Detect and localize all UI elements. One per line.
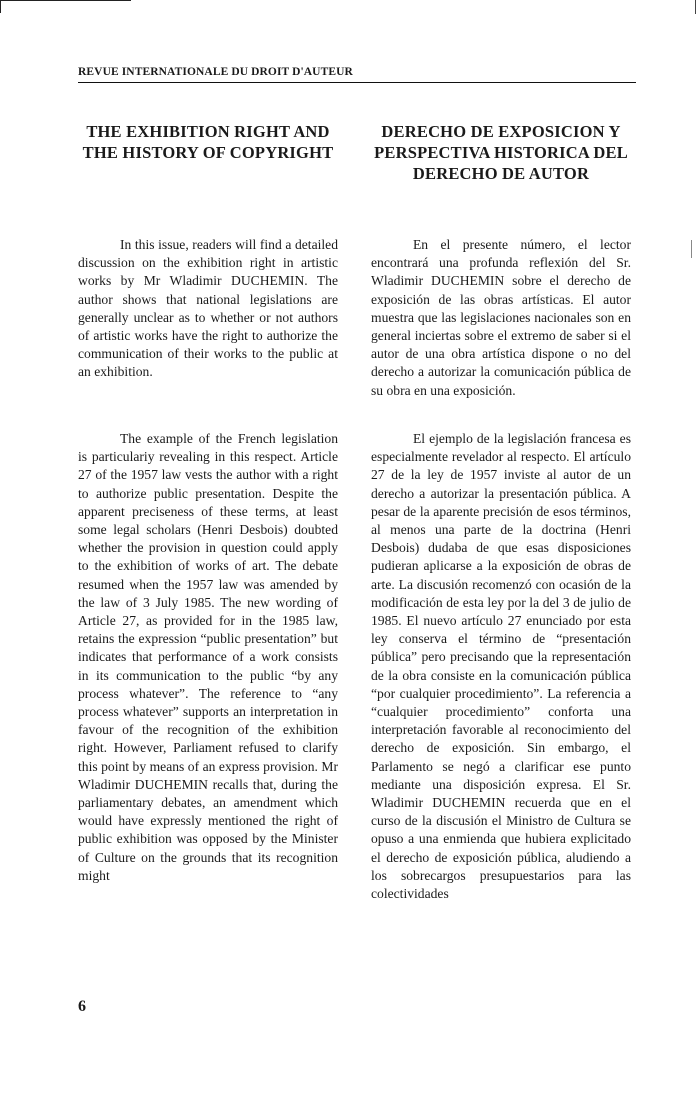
margin-mark [691, 240, 692, 258]
english-paragraph-2: The example of the French legislation is particulariy revealing in this respect. Article 27 of the 1957 law vests the author with a right to authorize public presentation. Despite the apparent preciseness of these terms, at least some legal scholars (Henri Desbois) doubted whether the provision in question could apply to the exhibition of works of art. The debate resumed when the 1957 law was amended by the law of 3 July 1985. The new wording of Article 27, as provided for in the 1985 law, retains the expression “public presentation” but indicates that performance of a work consists in its communication to the public “by any process whatever”. The reference to “any process whatever” supports an interpretation in favour of the recognition of the exhibition right. However, Parliament refused to clarify this point by means of an express provision. Mr Wladimir DUCHEMIN recalls that, during the parliamentary debates, an amendment which would have expressly mentioned the right of public exhibition was opposed by the Minister of Culture on the grounds that its recognition might [78, 431, 338, 883]
english-title: THE EXHIBITION RIGHT AND THE HISTORY OF COPYRIGHT [82, 122, 334, 162]
spanish-paragraph-2: El ejemplo de la legislación francesa es especialmente revelador al respecto. El artículo 27 de la ley de 1957 inviste al autor de un derecho a autorizar la presentación pública. A pesar de la aparente precisión de esos términos, al menos una parte de la doctrina (Henri Desbois) dudaba de que esas disposiciones pudieran aplicarse a la exposición de obras de arte. La discusión recomenzó con ocasión de la modificación de esta ley por la del 3 de julio de 1985. El nuevo artículo 27 enunciado por esta ley conserva el término de “presentación pública” pero precisando que la representación de la obra consiste en la comunicación pública “por cualquier procedimiento”. La referencia a “cualquier procedimiento” conforta una interpretación favorable al reconocimiento del derecho de exposición. Sin embargo, el Parlamento se negó a clarificar ese punto mediante una disposición expresa. El Sr. Wladimir DUCHEMIN recuerda que en el curso de la discusión el Ministro de Cultura se opuso a una enmienda que hubiera explicitado el derecho de exposición pública, aludiendo a los sobrecargos presupuestarios para las colectividades [371, 431, 631, 902]
crop-mark-top-right [695, 0, 696, 14]
running-header: REVUE INTERNATIONALE DU DROIT D'AUTEUR [78, 66, 636, 83]
spanish-paragraph-1: En el presente número, el lector encontrará una profunda reflexión del Sr. Wladimir DUCHEMIN sobre el derecho de exposición de las obras artísticas. El autor muestra que las legislaciones nacionales son en general inciertas sobre el extremo de saber si el autor de una obra artística dispone o no del derecho a autorizar la comunicación pública de su obra en una exposición. [371, 237, 631, 398]
english-paragraph-1: In this issue, readers will find a detailed discussion on the exhibition right in artistic works by Mr Wladimir DUCHEMIN. The author shows that national legislations are generally unclear as to whether or not authors of artistic works have the right to authorize the communication of their works to the public at an exhibition. [78, 237, 338, 380]
english-column [78, 121, 338, 883]
spanish-column [371, 121, 631, 902]
crop-mark-top-left [0, 0, 131, 13]
page-number: 6 [78, 998, 86, 1015]
spanish-title: DERECHO DE EXPOSICION Y PERSPECTIVA HISTORICA DEL DERECHO DE AUTOR [374, 122, 628, 183]
